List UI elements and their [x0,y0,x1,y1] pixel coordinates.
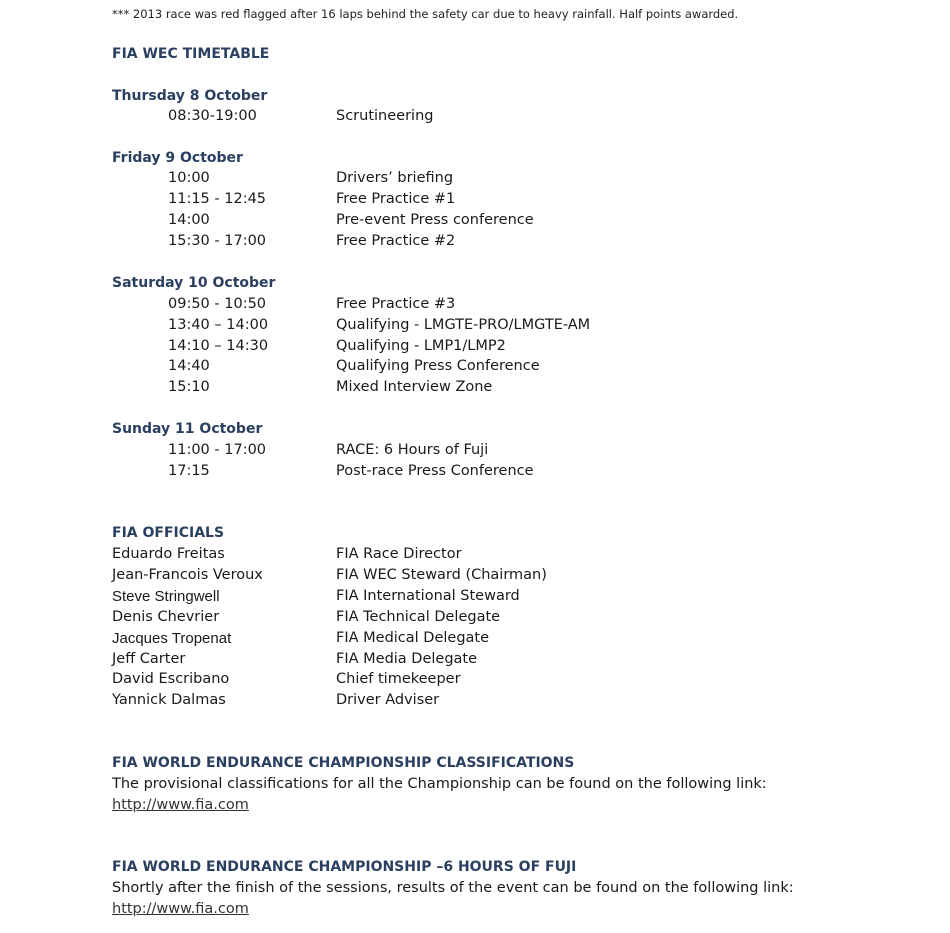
official-role: Chief timekeeper [336,671,461,687]
session-time: 14:10 – 14:30 [168,338,269,354]
session-time: 13:40 – 14:00 [168,317,269,333]
official-row [0,692,950,713]
officials-heading: FIA OFFICIALS [112,525,225,541]
session-event: Free Practice #3 [336,296,456,312]
session-time: 14:00 [168,212,210,228]
official-role: FIA Technical Delegate [336,609,501,625]
results-text: Shortly after the finish of the sessions, results of the event can be found on the following link: [112,880,794,896]
timetable-row [0,338,950,359]
session-event: RACE: 6 Hours of Fuji [336,442,489,458]
day-heading: Thursday 8 October [112,88,268,104]
session-time: 14:40 [168,358,210,374]
official-row [0,671,950,692]
timetable-row [0,212,950,233]
footnote: *** 2013 race was red flagged after 16 laps behind the safety car due to heavy rainfall. Half points awarded. [112,7,739,21]
session-event: Free Practice #2 [336,233,456,249]
session-time: 11:15 - 12:45 [168,191,267,207]
session-event: Qualifying Press Conference [336,358,540,374]
official-role: FIA Medical Delegate [336,630,490,646]
session-event: Mixed Interview Zone [336,379,493,395]
day-heading: Sunday 11 October [112,421,263,437]
day-heading: Saturday 10 October [112,275,276,291]
timetable-row [0,463,950,484]
official-row [0,609,950,630]
timetable-row [0,379,950,400]
timetable-row [0,108,950,129]
timetable-heading: FIA WEC TIMETABLE [112,46,270,62]
results-link[interactable]: http://www.fia.com [112,901,249,917]
timetable-row [0,296,950,317]
session-time: 17:15 [168,463,210,479]
timetable-row [0,358,950,379]
session-event: Pre-event Press conference [336,212,534,228]
official-name: Denis Chevrier [112,609,220,625]
day-heading: Friday 9 October [112,150,243,166]
session-event: Scrutineering [336,108,434,124]
official-row [0,651,950,672]
official-role: FIA International Steward [336,588,520,604]
session-event: Drivers’ briefing [336,170,454,186]
session-event: Qualifying - LMGTE-PRO/LMGTE-AM [336,317,591,333]
timetable-row [0,233,950,254]
session-event: Free Practice #1 [336,191,456,207]
official-name: Steve Stringwell [112,588,220,605]
official-name: Eduardo Freitas [112,546,225,562]
official-row [0,546,950,567]
results-heading: FIA WORLD ENDURANCE CHAMPIONSHIP –6 HOURS OF FUJI [112,859,577,875]
timetable-row [0,191,950,212]
official-name: Jeff Carter [112,651,186,667]
official-name: Jean-Francois Veroux [112,567,263,583]
timetable-row [0,170,950,191]
session-time: 09:50 - 10:50 [168,296,267,312]
official-name: Jacques Tropenat [112,630,232,647]
official-role: FIA WEC Steward (Chairman) [336,567,547,583]
timetable-row [0,442,950,463]
official-row [0,630,950,651]
timetable-row [0,317,950,338]
official-row [0,567,950,588]
official-role: FIA Media Delegate [336,651,478,667]
official-name: Yannick Dalmas [112,692,226,708]
classifications-heading: FIA WORLD ENDURANCE CHAMPIONSHIP CLASSIFICATIONS [112,755,575,771]
session-time: 15:10 [168,379,210,395]
session-time: 08:30-19:00 [168,108,257,124]
classifications-link[interactable]: http://www.fia.com [112,797,249,813]
official-role: Driver Adviser [336,692,440,708]
session-time: 15:30 - 17:00 [168,233,267,249]
session-event: Qualifying - LMP1/LMP2 [336,338,506,354]
official-row [0,588,950,609]
official-role: FIA Race Director [336,546,462,562]
session-time: 11:00 - 17:00 [168,442,267,458]
official-name: David Escribano [112,671,230,687]
session-event: Post-race Press Conference [336,463,534,479]
classifications-text: The provisional classifications for all the Championship can be found on the following link: [112,776,767,792]
session-time: 10:00 [168,170,210,186]
